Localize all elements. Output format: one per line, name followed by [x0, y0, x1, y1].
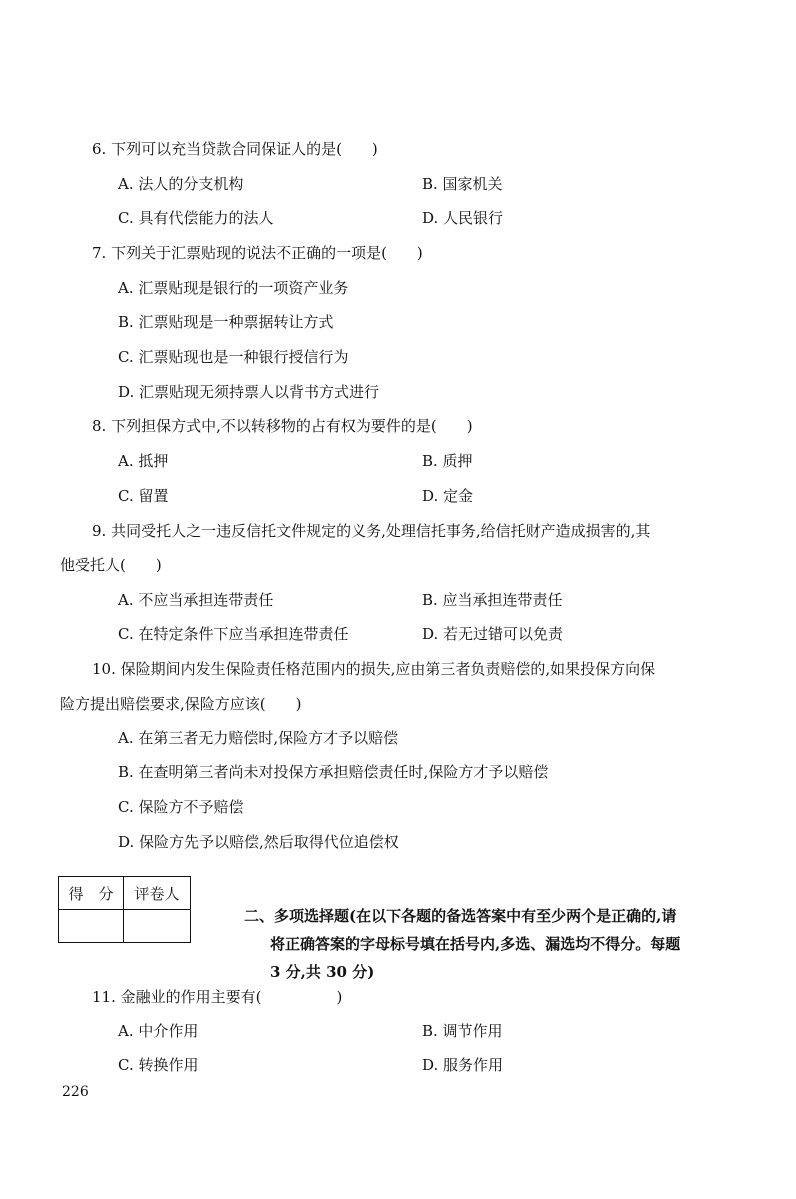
question-10-option-c: C. 保险方不予赔偿 — [118, 798, 244, 816]
score-table — [58, 876, 191, 943]
question-11-option-a: A. 中介作用 — [118, 1022, 199, 1040]
grader-label: 评卷人 — [124, 877, 191, 910]
question-6-option-a: A. 法人的分支机构 — [118, 175, 244, 193]
grader-cell — [124, 910, 191, 943]
question-10-option-b: B. 在查明第三者尚未对投保方承担赔偿责任时,保险方才予以赔偿 — [118, 763, 549, 781]
question-6-option-d: D. 人民银行 — [422, 209, 504, 227]
question-11-stem: 11. 金融业的作用主要有( ) — [92, 988, 343, 1006]
question-6-option-b: B. 国家机关 — [422, 175, 503, 193]
score-cell — [59, 910, 124, 943]
question-9-option-d: D. 若无过错可以免责 — [422, 625, 564, 643]
question-6-stem: 6. 下列可以充当贷款合同保证人的是( ) — [92, 140, 378, 158]
question-9-option-c: C. 在特定条件下应当承担连带责任 — [118, 625, 349, 643]
question-10-option-a: A. 在第三者无力赔偿时,保险方才予以赔偿 — [118, 729, 399, 747]
question-8-stem: 8. 下列担保方式中,不以转移物的占有权为要件的是( ) — [92, 417, 473, 435]
question-11-option-c: C. 转换作用 — [118, 1056, 199, 1074]
page-number: 226 — [62, 1084, 89, 1100]
question-8-option-b: B. 质押 — [422, 452, 473, 470]
question-7-stem: 7. 下列关于汇票贴现的说法不正确的一项是( ) — [92, 244, 423, 262]
question-11-option-b: B. 调节作用 — [422, 1022, 503, 1040]
section-2-title-line1: 二、多项选择题(在以下各题的备选答案中有至少两个是正确的,请 — [244, 907, 677, 925]
question-6-option-c: C. 具有代偿能力的法人 — [118, 209, 274, 227]
question-8-option-a: A. 抵押 — [118, 452, 169, 470]
question-9-stem-line2: 他受托人( ) — [60, 556, 162, 574]
question-11-option-d: D. 服务作用 — [422, 1056, 504, 1074]
question-9-option-b: B. 应当承担连带责任 — [422, 591, 563, 609]
question-7-option-d: D. 汇票贴现无须持票人以背书方式进行 — [118, 383, 380, 401]
section-2-title-line3: 3 分,共 30 分) — [270, 963, 375, 981]
question-7-option-b: B. 汇票贴现是一种票据转让方式 — [118, 313, 334, 331]
question-7-option-c: C. 汇票贴现也是一种银行授信行为 — [118, 348, 349, 366]
question-10-stem-line2: 险方提出赔偿要求,保险方应该( ) — [60, 695, 302, 713]
section-2-title-line2: 将正确答案的字母标号填在括号内,多选、漏选均不得分。每题 — [270, 935, 681, 953]
question-9-stem-line1: 9. 共同受托人之一违反信托文件规定的义务,处理信托事务,给信托财产造成损害的,其 — [92, 522, 651, 540]
question-10-option-d: D. 保险方先予以赔偿,然后取得代位追偿权 — [118, 833, 399, 851]
section-2-title — [244, 902, 744, 986]
question-9-option-a: A. 不应当承担连带责任 — [118, 591, 274, 609]
question-10-stem-line1: 10. 保险期间内发生保险责任格范围内的损失,应由第三者负责赔偿的,如果投保方向保 — [92, 660, 656, 678]
question-8-option-c: C. 留置 — [118, 487, 169, 505]
question-7-option-a: A. 汇票贴现是银行的一项资产业务 — [118, 279, 349, 297]
score-label: 得 分 — [59, 877, 124, 910]
question-8-option-d: D. 定金 — [422, 487, 474, 505]
